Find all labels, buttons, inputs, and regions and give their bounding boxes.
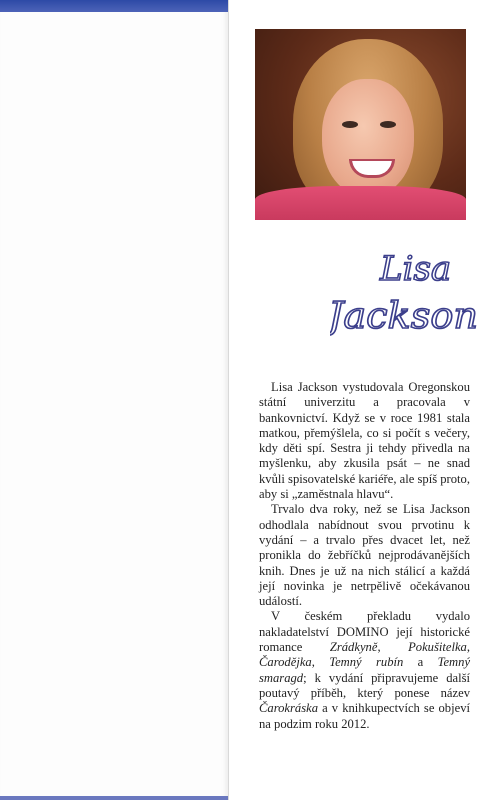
book-title: Zrádkyně — [329, 640, 378, 655]
book-title: Čarokráska — [259, 701, 319, 716]
author-name-script — [330, 240, 480, 360]
author-photo — [255, 29, 466, 220]
cover-edge-bottom — [0, 796, 228, 800]
book-title: Pokušitelka — [408, 640, 467, 655]
inner-flap-left — [0, 0, 229, 800]
book-title: Temný rubín — [329, 655, 404, 670]
book-title: Temný smaragd — [259, 655, 471, 685]
author-biography — [259, 380, 470, 732]
bio-paragraph-3: V českém překladu vydalo nakladatelství DOMINO její historické romance Zrádkyně, Pokušitelka, Čarodějka, Temný rubín a Temný smaragd; k vydání připravujeme další poutavý příběh, který ponese název Čarokráska a v knihkupectvích se objeví na podzim roku 2012. — [259, 609, 471, 731]
author-first-name: Lisa — [380, 249, 452, 289]
book-title: Čarodějka — [259, 655, 312, 670]
cover-edge-top — [0, 0, 228, 12]
bio-paragraph-1: Lisa Jackson vystudovala Oregonskou státní univerzitu a pracovala v bankovnictví. Když se v roce 1981 stala matkou, přemýšlela, co si počít s večery, kdy děti spí. Sestra ji tehdy přivedla na myšlenku, aby zkusila psát – ne snad kvůli spisovatelské kariéře, ale spíš proto, aby si „zaměstnala hlavu“. — [259, 380, 470, 502]
author-last-name: Jackson — [330, 296, 478, 337]
bio-paragraph-2: Trvalo dva roky, než se Lisa Jackson odhodlala nabídnout svou prvotinu k vydání – a trvalo přes dvacet let, než pronikla do žebříčků nejprodávanějších knih. Dnes je už na nich stálicí a každá její novinka je netrpělivě očekávanou událostí. — [259, 502, 470, 609]
